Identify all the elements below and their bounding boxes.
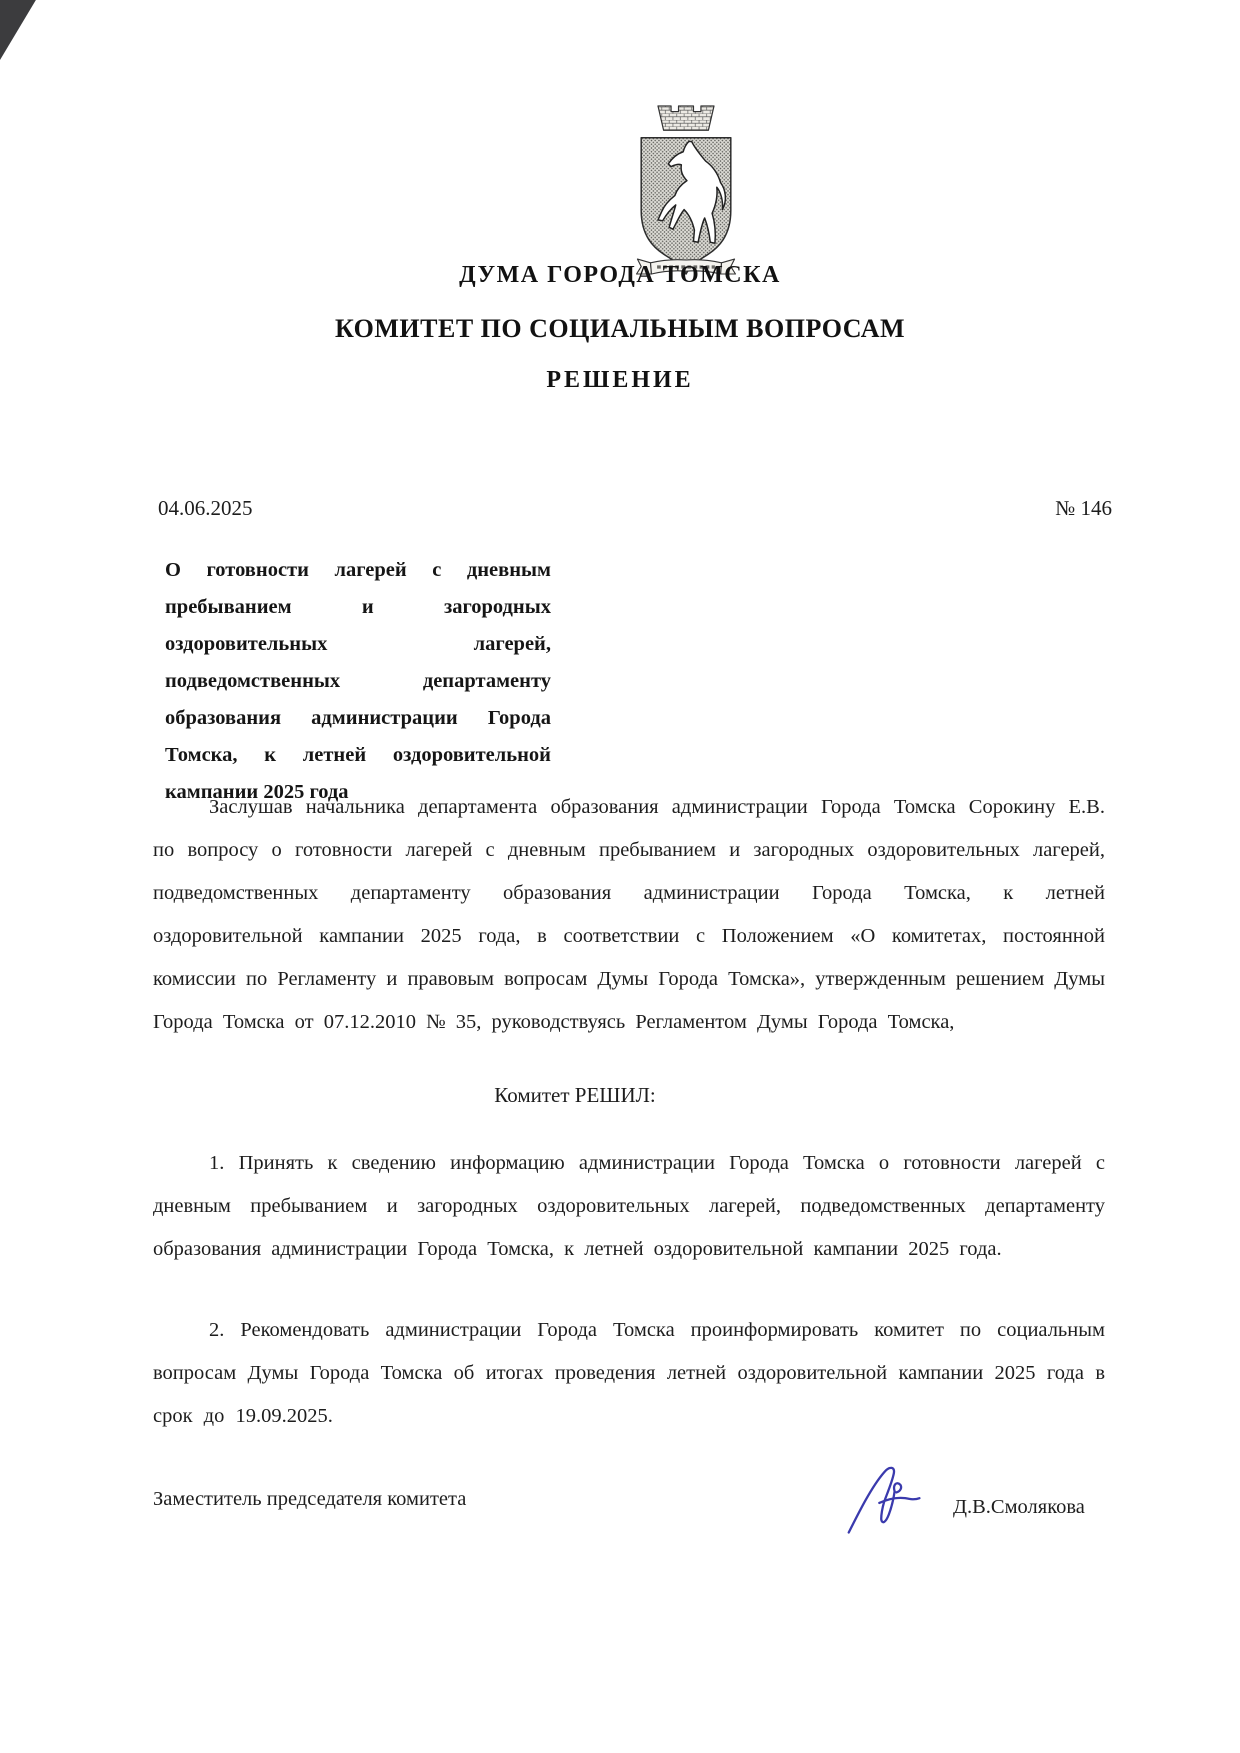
- resolution-item-2: 2. Рекомендовать администрации Города Томска проинформировать комитет по социальным вопросам Думы Города Томска об итогах проведения летней оздоровительной кампании 2025 года в срок до 19.09.2025.: [153, 1318, 1105, 1427]
- organization-title: ДУМА ГОРОДА ТОМСКА: [459, 262, 781, 288]
- signature-block: [0, 1455, 1240, 1575]
- document-date: 04.06.2025: [158, 496, 253, 520]
- date-number-row: [158, 496, 1112, 521]
- handwritten-signature-icon: [843, 1460, 929, 1542]
- resolution-item-1: 1. Принять к сведению информацию администрации Города Томска о готовности лагерей с дневным пребыванием и загородных оздоровительных лагерей, подведомственных департаменту образования администрации Города Томска, к летней оздоровительной кампании 2025 года.: [153, 1151, 1105, 1260]
- committee-title: КОМИТЕТ ПО СОЦИАЛЬНЫМ ВОПРОСАМ: [334, 314, 906, 343]
- signer-position: Заместитель председателя комитета: [153, 1488, 467, 1510]
- document-subject: О готовности лагерей с дневным пребыванием и загородных оздоровительных лагерей, подведомственных департаменту образования администрации Города Томска, к летней оздоровительной кампании 2025 года: [165, 559, 551, 803]
- document-type-title: РЕШЕНИЕ: [546, 367, 694, 393]
- preamble-paragraph: Заслушав начальника департамента образования администрации Города Томска Сорокину Е.В. по вопросу о готовности лагерей с дневным пребыванием и загородных оздоровительных лагерей, подведомственных департаменту образования администрации Города Томска, к летней оздоровительной кампании 2025 года, в соответствии с Положением «О комитетах, постоянной комиссии по Регламенту и правовым вопросам Думы Города Томска», утвержденным решением Думы Города Томска от 07.12.2010 № 35, руководствуясь Регламентом Думы Города Томска,: [153, 795, 1105, 1033]
- resolution-heading: Комитет РЕШИЛ:: [494, 1083, 656, 1107]
- scan-corner-artifact: [0, 0, 46, 60]
- document-number: № 146: [1055, 496, 1112, 520]
- signer-name: Д.В.Смолякова: [953, 1496, 1085, 1518]
- tomsk-coat-of-arms-icon: [630, 100, 742, 280]
